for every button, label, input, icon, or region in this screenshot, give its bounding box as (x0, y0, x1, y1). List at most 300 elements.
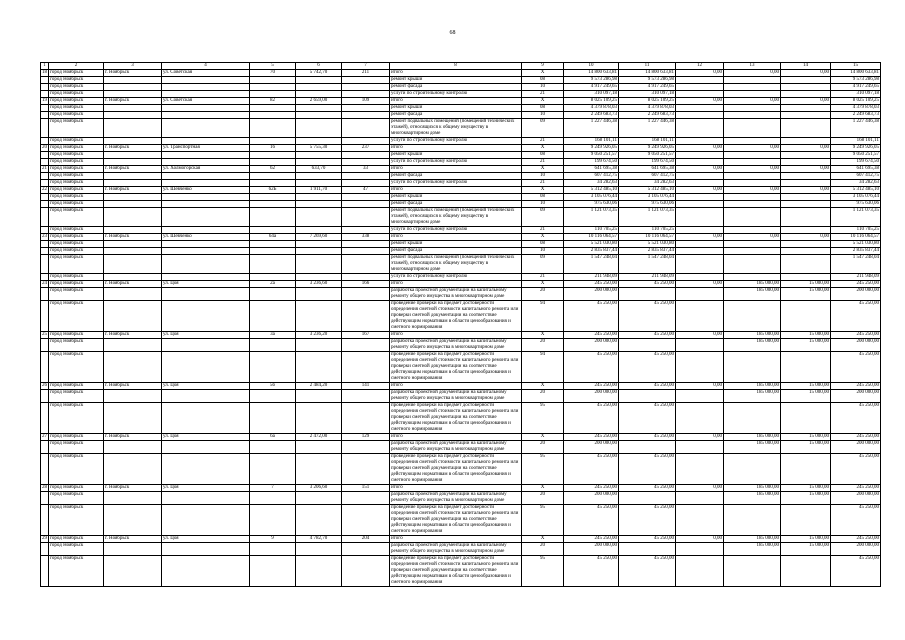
residents-cell: 33 (342, 166, 390, 173)
residents-cell (342, 403, 390, 434)
amount-cell: 2 835 837,44 (831, 248, 881, 255)
municipality-cell: город Ноябрьск (49, 187, 104, 194)
amount-cell (724, 227, 781, 234)
amount-cell (676, 301, 724, 332)
work-type-cell: ремонт крыши (390, 152, 522, 159)
amount-cell: 211 948,09 (831, 274, 881, 281)
residents-cell (342, 84, 390, 91)
work-code-cell: 20 (522, 339, 564, 352)
amount-cell: 8 025 109,25 (831, 98, 881, 105)
amount-cell: 211 948,09 (564, 274, 619, 281)
amount-cell (724, 208, 781, 227)
amount-cell: 0,00 (724, 187, 781, 194)
amount-cell: 10 116 064,57 (564, 234, 619, 241)
table-row (41, 505, 881, 536)
table-row (41, 454, 881, 485)
table-row (41, 434, 881, 441)
row-number (41, 441, 49, 454)
amount-cell: 641 695,38 (564, 166, 619, 173)
table-row (41, 119, 881, 138)
amount-cell: 4 379 878,03 (619, 105, 676, 112)
work-code-cell: X (522, 166, 564, 173)
amount-cell: 245 250,00 (831, 281, 881, 288)
municipality-cell: город Ноябрьск (49, 339, 104, 352)
municipality-cell: город Ноябрьск (49, 241, 104, 248)
residents-cell: 151 (342, 485, 390, 492)
amount-cell (724, 119, 781, 138)
amount-cell: 2 835 837,44 (619, 248, 676, 255)
house-number-cell (250, 77, 296, 84)
house-number-cell (250, 84, 296, 91)
amount-cell (676, 288, 724, 301)
row-number: 25 (42, 332, 47, 337)
amount-cell (724, 194, 781, 201)
residents-cell: 237 (342, 145, 390, 152)
work-type-cell: услуги по строительному контролю (390, 227, 522, 234)
work-code-cell: X (522, 332, 564, 339)
settlement-cell (104, 288, 162, 301)
work-type-cell: разработка проектной документации на капитальному ремонту общего имущества в многоквартирном доме (390, 441, 522, 454)
settlement-cell: г. Ноябрьск (104, 281, 162, 288)
table-row (41, 241, 881, 248)
residents-cell: 129 (342, 434, 390, 441)
work-type-cell: итого (390, 536, 522, 543)
house-number-cell: 9 (250, 536, 296, 543)
house-number-cell (250, 454, 296, 485)
work-type-cell: итого (390, 332, 522, 339)
amount-cell (781, 173, 831, 180)
area-cell (296, 255, 342, 274)
work-code-cell: 08 (522, 152, 564, 159)
settlement-cell: г. Ноябрьск (104, 187, 162, 194)
amount-cell: 607 412,75 (831, 173, 881, 180)
amount-cell: 5 521 030,80 (831, 241, 881, 248)
amount-cell: 14 800 633,81 (619, 70, 676, 77)
amount-cell (619, 390, 676, 403)
amount-cell: 0,00 (781, 145, 831, 152)
street-cell (162, 241, 250, 248)
amount-cell: 110 705,25 (831, 227, 881, 234)
municipality-cell: город Ноябрьск (49, 180, 104, 187)
amount-cell (724, 180, 781, 187)
amount-cell (676, 180, 724, 187)
amount-cell: 0,00 (676, 234, 724, 241)
row-number (41, 152, 49, 159)
table-row (41, 383, 881, 390)
amount-cell (781, 138, 831, 145)
row-number (41, 274, 49, 281)
amount-cell: 1 227 446,38 (831, 119, 881, 138)
row-number: 29 (42, 536, 47, 541)
area-cell (296, 159, 342, 166)
amount-cell (781, 77, 831, 84)
amount-cell: 45 250,00 (619, 505, 676, 536)
column-number: 1 (41, 63, 49, 70)
amount-cell: 45 250,00 (619, 332, 676, 339)
amount-cell (676, 248, 724, 255)
work-code-cell: 21 (522, 138, 564, 145)
table-row (41, 208, 881, 227)
amount-cell: 245 250,00 (564, 485, 619, 492)
work-code-cell: 21 (522, 227, 564, 234)
row-number (41, 208, 49, 227)
amount-cell (781, 105, 831, 112)
amount-cell: 185 000,00 (724, 383, 781, 390)
amount-cell (619, 543, 676, 556)
column-number: 8 (390, 63, 522, 70)
amount-cell: 1 121 073,35 (831, 208, 881, 227)
street-cell (162, 194, 250, 201)
area-cell (296, 201, 342, 208)
amount-cell: 185 000,00 (724, 288, 781, 301)
work-code-cell: 20 (522, 390, 564, 403)
amount-cell (781, 119, 831, 138)
house-number-cell (250, 301, 296, 332)
amount-cell (781, 454, 831, 485)
work-code-cell: 95 (522, 556, 564, 587)
column-number: 12 (676, 63, 724, 70)
work-code-cell: 20 (522, 543, 564, 556)
table-row (41, 485, 881, 492)
table-row (41, 441, 881, 454)
table-row (41, 194, 881, 201)
amount-cell (781, 403, 831, 434)
house-number-cell (250, 91, 296, 98)
street-cell (162, 138, 250, 145)
table-row (41, 105, 881, 112)
work-code-cell: 20 (522, 441, 564, 454)
work-type-cell: разработка проектной документации на капитальному ремонту общего имущества в многоквартирном доме (390, 390, 522, 403)
house-number-cell (250, 159, 296, 166)
settlement-cell (104, 390, 162, 403)
house-number-cell (250, 208, 296, 227)
residents-cell (342, 91, 390, 98)
amount-cell: 245 250,00 (564, 434, 619, 441)
table-row (41, 227, 881, 234)
amount-cell: 9 050 251,57 (619, 152, 676, 159)
table-row (41, 403, 881, 434)
residents-cell (342, 112, 390, 119)
table-row (41, 70, 881, 77)
table-row (41, 352, 881, 383)
row-number (41, 227, 49, 234)
residents-cell (342, 138, 390, 145)
area-cell: 633,70 (296, 166, 342, 173)
work-type-cell: разработка проектной документации на капитальному ремонту общего имущества в многоквартирном доме (390, 339, 522, 352)
municipality-cell: город Ноябрьск (49, 201, 104, 208)
municipality-cell: город Ноябрьск (49, 255, 104, 274)
amount-cell: 0,00 (676, 434, 724, 441)
amount-cell (676, 227, 724, 234)
house-number-cell (250, 180, 296, 187)
amount-cell (781, 301, 831, 332)
row-number (41, 241, 49, 248)
amount-cell: 1 547 248,04 (564, 255, 619, 274)
table-row (41, 339, 881, 352)
amount-cell: 15 000,00 (781, 281, 831, 288)
settlement-cell (104, 241, 162, 248)
settlement-cell (104, 91, 162, 98)
amount-cell (724, 77, 781, 84)
area-cell (296, 241, 342, 248)
amount-cell: 168 101,11 (831, 138, 881, 145)
municipality-cell: город Ноябрьск (49, 485, 104, 492)
table-row (41, 390, 881, 403)
work-code-cell: 08 (522, 194, 564, 201)
settlement-cell: г. Ноябрьск (104, 166, 162, 173)
table-row (41, 145, 881, 152)
amount-cell: 5 521 030,80 (564, 241, 619, 248)
table-row (41, 180, 881, 187)
house-number-cell (250, 227, 296, 234)
residents-cell (342, 441, 390, 454)
amount-cell: 1 121 073,35 (564, 208, 619, 227)
amount-cell: 15 000,00 (781, 332, 831, 339)
amount-cell: 45 250,00 (831, 403, 881, 434)
amount-cell: 199 674,50 (564, 159, 619, 166)
work-code-cell: X (522, 70, 564, 77)
amount-cell (676, 454, 724, 485)
residents-cell (342, 255, 390, 274)
amount-cell: 185 000,00 (724, 543, 781, 556)
area-cell (296, 180, 342, 187)
amount-cell (619, 339, 676, 352)
amount-cell (676, 556, 724, 587)
amount-cell (619, 441, 676, 454)
amount-cell: 4 379 878,03 (564, 105, 619, 112)
residents-cell (342, 152, 390, 159)
settlement-cell: г. Ноябрьск (104, 145, 162, 152)
street-cell (162, 227, 250, 234)
amount-cell: 45 250,00 (619, 536, 676, 543)
settlement-cell (104, 159, 162, 166)
area-cell (296, 556, 342, 587)
amount-cell (781, 91, 831, 98)
amount-cell: 310 097,18 (619, 91, 676, 98)
amount-cell (724, 505, 781, 536)
street-cell (162, 441, 250, 454)
residents-cell (342, 173, 390, 180)
settlement-cell: г. Ноябрьск (104, 383, 162, 390)
street-cell (162, 119, 250, 138)
amount-cell: 245 250,00 (831, 536, 881, 543)
house-number-cell (250, 173, 296, 180)
table-row (41, 138, 881, 145)
street-cell: ул. Цоя (162, 332, 250, 339)
street-cell (162, 105, 250, 112)
table-row (41, 288, 881, 301)
amount-cell (676, 505, 724, 536)
street-cell: ул. Цоя (162, 281, 250, 288)
area-cell (296, 84, 342, 91)
work-type-cell: разработка проектной документации на капитальному ремонту общего имущества в многоквартирном доме (390, 543, 522, 556)
amount-cell (724, 255, 781, 274)
amount-cell: 2 835 837,44 (564, 248, 619, 255)
table-row (41, 543, 881, 556)
amount-cell: 45 250,00 (564, 403, 619, 434)
amount-cell (676, 152, 724, 159)
amount-cell (781, 201, 831, 208)
amount-cell (781, 112, 831, 119)
residents-cell (342, 241, 390, 248)
area-cell: 4 782,70 (296, 536, 342, 543)
residents-cell (342, 543, 390, 556)
row-number: 19 (42, 98, 47, 103)
row-number: 28 (42, 485, 47, 490)
municipality-cell: город Ноябрьск (49, 105, 104, 112)
municipality-cell: город Ноябрьск (49, 173, 104, 180)
house-number-cell: 5б (250, 383, 296, 390)
amount-cell (724, 84, 781, 91)
street-cell (162, 208, 250, 227)
amount-cell (676, 208, 724, 227)
row-number (41, 194, 49, 201)
row-number (41, 543, 49, 556)
municipality-cell: город Ноябрьск (49, 248, 104, 255)
area-cell: 2 484,20 (296, 383, 342, 390)
amount-cell: 14 800 633,81 (831, 70, 881, 77)
work-type-cell: проведение проверки на предмет достоверности определения сметной стоимости капитального ремонта или проверки сметной документации на соответствие действующим нормативам в области ценообразования и сметного нормирования (390, 556, 522, 587)
municipality-cell: город Ноябрьск (49, 208, 104, 227)
street-cell (162, 159, 250, 166)
repair-register-table (40, 62, 881, 587)
settlement-cell: г. Ноябрьск (104, 536, 162, 543)
row-number: 20 (42, 145, 47, 150)
amount-cell: 200 000,00 (564, 492, 619, 505)
house-number-cell (250, 556, 296, 587)
residents-cell (342, 390, 390, 403)
house-number-cell (250, 119, 296, 138)
amount-cell: 9 249 926,05 (619, 145, 676, 152)
work-code-cell: 95 (522, 454, 564, 485)
work-type-cell: ремонт крыши (390, 241, 522, 248)
settlement-cell (104, 105, 162, 112)
area-cell: 2 472,00 (296, 434, 342, 441)
settlement-cell (104, 227, 162, 234)
amount-cell (676, 201, 724, 208)
settlement-cell (104, 119, 162, 138)
amount-cell: 200 000,00 (831, 543, 881, 556)
amount-cell: 45 250,00 (831, 505, 881, 536)
work-type-cell: услуги по строительному контролю (390, 274, 522, 281)
work-code-cell: 10 (522, 84, 564, 91)
area-cell (296, 441, 342, 454)
street-cell (162, 403, 250, 434)
settlement-cell: г. Ноябрьск (104, 485, 162, 492)
amount-cell: 199 674,50 (831, 159, 881, 166)
amount-cell (724, 352, 781, 383)
amount-cell (676, 492, 724, 505)
amount-cell (781, 152, 831, 159)
work-code-cell: 95 (522, 403, 564, 434)
amount-cell: 1 547 248,04 (831, 255, 881, 274)
area-cell: 1 911,70 (296, 187, 342, 194)
municipality-cell: город Ноябрьск (49, 352, 104, 383)
residents-cell (342, 505, 390, 536)
column-number: 11 (619, 63, 676, 70)
street-cell: ул. Цоя (162, 485, 250, 492)
amount-cell: 45 250,00 (619, 383, 676, 390)
amount-cell (781, 84, 831, 91)
residents-cell (342, 159, 390, 166)
municipality-cell: город Ноябрьск (49, 112, 104, 119)
amount-cell: 245 250,00 (831, 383, 881, 390)
area-cell (296, 105, 342, 112)
work-type-cell: ремонт крыши (390, 105, 522, 112)
house-number-cell: 70 (250, 70, 296, 77)
amount-cell: 0,00 (676, 536, 724, 543)
work-code-cell: 21 (522, 159, 564, 166)
table-row (41, 281, 881, 288)
amount-cell: 0,00 (724, 98, 781, 105)
street-cell (162, 201, 250, 208)
row-number: 18 (42, 70, 47, 75)
work-code-cell: 10 (522, 248, 564, 255)
amount-cell: 34 282,63 (619, 180, 676, 187)
row-number (41, 119, 49, 138)
street-cell (162, 248, 250, 255)
row-number (41, 403, 49, 434)
amount-cell: 1 227 446,38 (619, 119, 676, 138)
amount-cell: 0,00 (724, 166, 781, 173)
area-cell (296, 301, 342, 332)
work-code-cell: 20 (522, 492, 564, 505)
amount-cell: 185 000,00 (724, 536, 781, 543)
amount-cell (724, 159, 781, 166)
house-number-cell (250, 390, 296, 403)
amount-cell (724, 112, 781, 119)
residents-cell (342, 248, 390, 255)
amount-cell: 0,00 (676, 166, 724, 173)
municipality-cell: город Ноябрьск (49, 505, 104, 536)
settlement-cell (104, 194, 162, 201)
amount-cell: 1 121 073,35 (619, 208, 676, 227)
work-code-cell: X (522, 536, 564, 543)
area-cell (296, 352, 342, 383)
amount-cell (781, 241, 831, 248)
amount-cell: 245 250,00 (564, 536, 619, 543)
row-number (41, 159, 49, 166)
house-number-cell: 6а (250, 434, 296, 441)
residents-cell (342, 201, 390, 208)
amount-cell: 45 250,00 (619, 434, 676, 441)
amount-cell: 200 000,00 (831, 288, 881, 301)
amount-cell (781, 274, 831, 281)
amount-cell (724, 152, 781, 159)
amount-cell: 0,00 (676, 332, 724, 339)
work-code-cell: 08 (522, 241, 564, 248)
work-type-cell: проведение проверки на предмет достоверности определения сметной стоимости капитального ремонта или проверки сметной документации на соответствие действующим нормативам в области ценообразования и сметного нормирования (390, 403, 522, 434)
area-cell (296, 77, 342, 84)
table-row (41, 159, 881, 166)
amount-cell: 200 000,00 (831, 339, 881, 352)
amount-cell: 2 249 683,73 (564, 112, 619, 119)
work-code-cell: 21 (522, 91, 564, 98)
settlement-cell (104, 84, 162, 91)
settlement-cell (104, 201, 162, 208)
residents-cell (342, 339, 390, 352)
amount-cell: 9 050 251,57 (831, 152, 881, 159)
residents-cell (342, 352, 390, 383)
table-row (41, 301, 881, 332)
municipality-cell: город Ноябрьск (49, 227, 104, 234)
work-type-cell: ремонт подвальных помещений (помещений технических этажей), относящихся к общему имуществу в многоквартирном доме (390, 208, 522, 227)
amount-cell (724, 91, 781, 98)
amount-cell (781, 227, 831, 234)
work-type-cell: проведение проверки на предмет достоверности определения сметной стоимости капитального ремонта или проверки сметной документации на соответствие действующим нормативам в области ценообразования и сметного нормирования (390, 454, 522, 485)
settlement-cell (104, 339, 162, 352)
municipality-cell: город Ноябрьск (49, 536, 104, 543)
